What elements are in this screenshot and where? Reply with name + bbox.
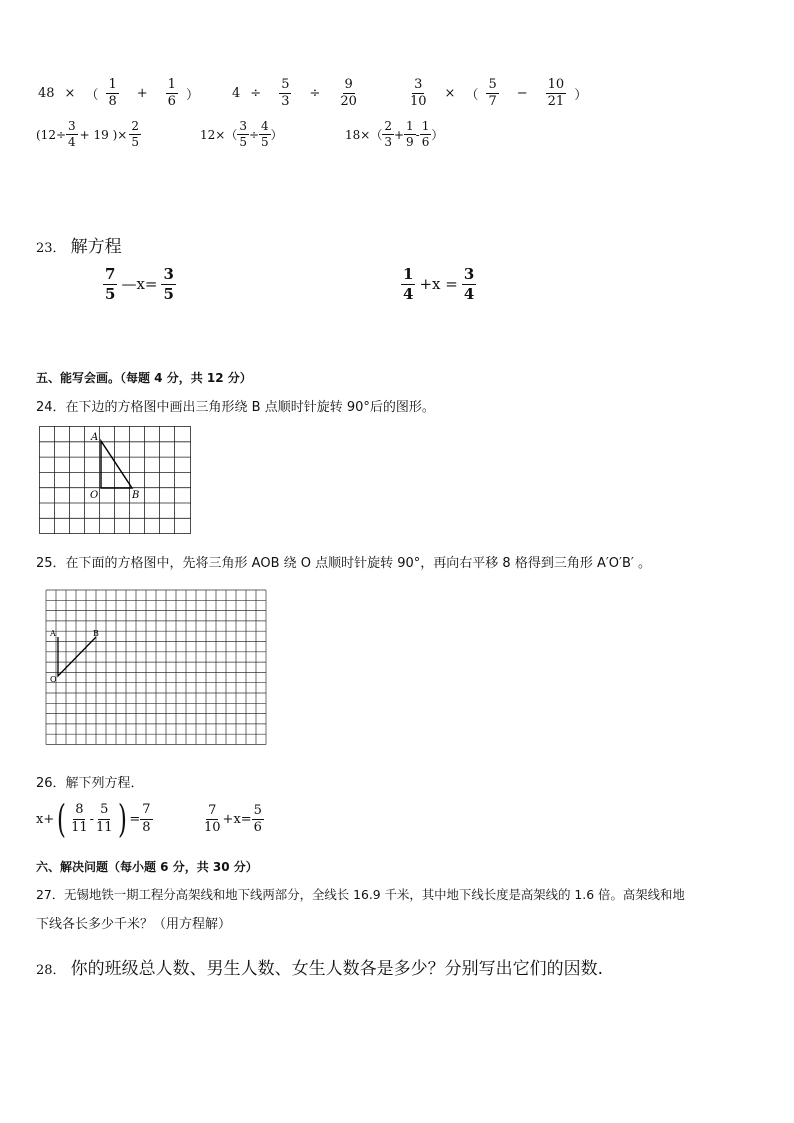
paren-right: ） (270, 128, 283, 143)
big-paren-right: ) (117, 797, 127, 841)
operator: + (393, 127, 405, 142)
fraction: $\frac{3}{4}$ (463, 265, 475, 303)
q28 (36, 954, 603, 979)
fraction: $\frac{4}{5}$ (261, 119, 269, 150)
section-5-heading: 五、能写会画。（每题 4 分，共 12 分） (36, 371, 252, 385)
grid (39, 426, 191, 534)
fraction: $\frac{5}{6}$ (253, 803, 262, 836)
paren-right: ） (574, 88, 588, 104)
big-paren-left: ( (57, 797, 67, 841)
fraction: $\frac{3}{5}$ (239, 119, 247, 150)
fraction: $\frac{7}{10}$ (204, 803, 221, 836)
equation-text: x+ (36, 811, 55, 827)
number: 4 (232, 86, 241, 102)
equation-text: —x= (121, 275, 158, 293)
fraction: $\frac{10}{21}$ (547, 77, 565, 110)
calc-row1-item3 (402, 78, 587, 110)
question-number: 23． (36, 241, 66, 256)
fraction: $\frac{1}{6}$ (421, 119, 430, 150)
operator: − (516, 86, 528, 102)
fraction: $\frac{7}{5}$ (105, 265, 116, 303)
operator: = (129, 811, 141, 827)
calc-row2-item3 (345, 120, 443, 149)
calc-row2-item2 (200, 120, 283, 149)
q26-equation-1 (36, 797, 153, 841)
paren-right: ） (185, 88, 199, 104)
q25-text: 25．在下面的方格图中，先将三角形 AOB 绕 O 点顺时针旋转 90°，再向右平移 8 格得到三角形 A′O′B′ 。 (36, 556, 651, 571)
operator: × (64, 86, 76, 102)
q26-text: 26．解下列方程． (36, 776, 144, 791)
q23-heading (36, 232, 122, 257)
fraction: $\frac{1}{6}$ (167, 77, 176, 110)
calc-row2-item1 (36, 120, 141, 149)
q26-equation-2 (202, 804, 264, 836)
q24-text: 24．在下边的方格图中画出三角形绕 B 点顺时针旋转 90°后的图形。 (36, 400, 435, 415)
paren-right: ） (431, 128, 444, 143)
expr-text: 12×（ (200, 128, 238, 143)
fraction: $\frac{3}{4}$ (68, 119, 76, 150)
equation-text: +x= (222, 812, 252, 828)
q23-equation-1 (103, 266, 176, 302)
fraction: $\frac{2}{3}$ (384, 119, 392, 150)
fraction: $\frac{1}{8}$ (108, 77, 117, 110)
triangle-aob (58, 637, 96, 676)
question-title: 解方程 (70, 237, 122, 257)
equation-text: +x = (419, 275, 458, 293)
fraction: $\frac{8}{11}$ (71, 802, 88, 835)
point-label-a: A (50, 629, 56, 638)
point-label-o: O (50, 675, 57, 684)
operator: + (136, 86, 148, 102)
q23-equation-2 (401, 266, 476, 302)
calc-row1-item1 (38, 78, 199, 110)
operator: - (415, 127, 420, 142)
operator: × (444, 86, 456, 102)
point-label-o: O (90, 490, 99, 501)
operator: - (89, 811, 95, 827)
point-label-b: B (132, 490, 140, 501)
fraction: $\frac{3}{5}$ (163, 265, 174, 303)
q27-line2: 下线各长多少千米？（用方程解） (36, 917, 232, 932)
number: 48 (38, 86, 55, 102)
q25-grid-figure (44, 588, 270, 748)
fraction: $\frac{5}{3}$ (281, 77, 290, 110)
fraction: $\frac{5}{7}$ (488, 77, 497, 110)
section-6-heading: 六、解决问题（每小题 6 分，共 30 分） (36, 860, 258, 874)
q27-line1: 27．无锡地铁一期工程分高架线和地下线两部分，全线长 16.9 千米，其中地下线长度是高架线的 1.6 倍。高架线和地 (36, 887, 685, 902)
fraction: $\frac{7}{8}$ (142, 802, 151, 835)
fraction: $\frac{9}{20}$ (340, 77, 357, 110)
triangle-aob (101, 441, 132, 488)
operator: ÷ (309, 86, 321, 102)
point-label-a: A (91, 432, 99, 443)
calc-row1-item2 (232, 78, 367, 110)
expr-text: 18×（ (345, 128, 383, 143)
expr-text: (12÷ (36, 127, 67, 142)
fraction: $\frac{2}{5}$ (131, 119, 139, 150)
operator: ÷ (248, 127, 260, 142)
fraction: $\frac{3}{10}$ (410, 77, 427, 110)
fraction: $\frac{5}{11}$ (96, 802, 113, 835)
point-label-b: B (93, 629, 99, 638)
operator: ÷ (250, 86, 262, 102)
fraction: $\frac{1}{4}$ (403, 265, 414, 303)
expr-text: + 19 )× (79, 127, 128, 142)
paren-left: （ (465, 88, 479, 104)
q24-grid-figure (39, 426, 194, 536)
question-text: 你的班级总人数、男生人数、女生人数各是多少？分别写出它们的因数. (70, 959, 604, 979)
fraction: $\frac{1}{9}$ (406, 119, 414, 150)
question-number: 28． (36, 963, 66, 978)
grid (46, 590, 266, 745)
paren-left: （ (85, 88, 99, 104)
